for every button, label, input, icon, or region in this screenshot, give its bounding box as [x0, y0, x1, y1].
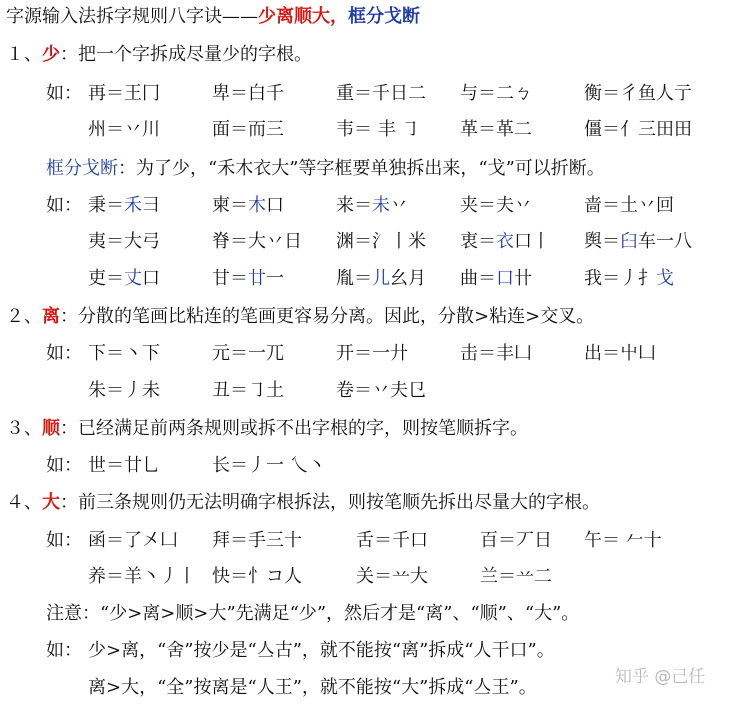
example-item: 夹＝夫丷: [460, 195, 532, 216]
example-label: 如：: [46, 83, 82, 104]
rule-number: ３、: [6, 418, 42, 439]
example-item: 重＝千日二: [336, 83, 426, 104]
example-row: [0, 562, 739, 592]
example-row: [0, 526, 739, 556]
example-item: 胤＝儿幺月: [336, 268, 426, 289]
example-sentence: 少>离，“舍”按少是“亼古”，就不能按“离”拆成“人干口”。: [88, 640, 555, 661]
example-row: [0, 264, 739, 294]
example-item: 脊＝大丷日: [212, 231, 302, 252]
rule-3: [6, 414, 528, 444]
example-item: 韦＝ 丰 ㇆: [336, 119, 420, 140]
example-item: 渊＝氵丨米: [336, 231, 426, 252]
example-item: 快＝忄コ人: [212, 566, 302, 587]
rule-1: [6, 40, 312, 70]
example-item: 秉＝禾彐: [88, 195, 160, 216]
example-label: 如：: [46, 530, 82, 551]
sub-rule: [46, 154, 605, 184]
highlight-radical: 衣: [496, 231, 514, 252]
note-line: 注意：“少>离>顺>大”先满足“少”，然后才是“离”、“顺”、“大”。: [46, 603, 580, 624]
example-item: 长＝丿一 乀丶: [212, 455, 326, 476]
highlight-radical: 儿: [372, 268, 390, 289]
example-item: 丑＝㇆土: [212, 380, 284, 401]
example-item: 元＝一兀: [212, 343, 284, 364]
example-item: 夷＝大弓: [88, 231, 160, 252]
example-row: [0, 115, 739, 145]
rule-key: 少: [42, 44, 60, 65]
example-label: 如：: [46, 455, 82, 476]
example-item: 僵＝亻三田田: [584, 119, 692, 140]
example-item: 衷＝衣口丨: [460, 231, 550, 252]
example-item: 世＝廿乚: [88, 455, 160, 476]
example-item: 舌＝千口: [356, 530, 428, 551]
title-emphasis-blue: 框分戈断: [348, 6, 420, 27]
rule-colon: ：: [60, 492, 78, 513]
example-item: 与＝二ㄅ: [460, 83, 532, 104]
example-item: 兰＝䒑二: [480, 566, 552, 587]
example-item: 卷＝丷夫㔾: [336, 380, 426, 401]
example-item: 革＝革二: [460, 119, 532, 140]
example-item: 州＝丷川: [88, 119, 160, 140]
example-label: 如：: [46, 343, 82, 364]
example-item: 朱＝丿未: [88, 380, 160, 401]
title-emphasis-red: 少离顺大，: [258, 6, 348, 27]
example-item: 午＝ 𠂉十: [584, 530, 662, 551]
example-sentence: 离>大，“全”按离是“人王”，就不能按“大”拆成“亼王”。: [88, 677, 537, 698]
example-label: 如：: [46, 195, 82, 216]
example-item: 柬＝木口: [212, 195, 284, 216]
page-title: [6, 2, 420, 32]
example-item: 击＝丰凵: [460, 343, 532, 364]
rule-text: 分散的笔画比粘连的笔画更容易分离。因此，分散>粘连>交叉。: [78, 306, 595, 327]
sub-rule-text: ：为了少，“禾木衣大”等字框要单独拆出来，“戈”可以折断。: [118, 158, 605, 179]
example-item: 出＝屮凵: [584, 343, 656, 364]
example-item: 舆＝臼车一八: [584, 231, 692, 252]
rule-key: 大: [42, 492, 60, 513]
example-item: 函＝了㐅凵: [88, 530, 178, 551]
rule-number: ４、: [6, 492, 42, 513]
rule-number: ２、: [6, 306, 42, 327]
rule-number: １、: [6, 44, 42, 65]
highlight-radical: 臼: [620, 231, 638, 252]
example-item: 拜＝手三十: [212, 530, 302, 551]
example-item: 面＝而三: [212, 119, 284, 140]
rule-text: 已经满足前两条规则或拆不出字根的字，则按笔顺拆字。: [78, 418, 528, 439]
example-item: 百＝丆日: [480, 530, 552, 551]
rule-key: 顺: [42, 418, 60, 439]
example-item: 我＝丿扌戈: [584, 268, 674, 289]
example-item: 下＝丶下: [88, 343, 160, 364]
rule-colon: ：: [60, 418, 78, 439]
rule-colon: ：: [60, 44, 78, 65]
example-label: 如：: [46, 640, 82, 661]
example-item: 来＝未丷: [336, 195, 408, 216]
example-item: 卑＝白千: [212, 83, 284, 104]
watermark: 知乎 @己任: [615, 667, 706, 687]
example-item: 曲＝口卄: [460, 268, 532, 289]
example-item: 开＝一廾: [336, 343, 408, 364]
rule-key: 离: [42, 306, 60, 327]
rule-text: 前三条规则仍无法明确字根拆法，则按笔顺先拆出尽量大的字根。: [78, 492, 600, 513]
highlight-radical: 木: [248, 195, 266, 216]
example-item: 衡＝彳鱼人亍: [584, 83, 692, 104]
example-item: 啬＝土丷回: [584, 195, 674, 216]
example-item: 养＝羊丶丿丨: [88, 566, 196, 587]
highlight-radical: 未: [372, 195, 390, 216]
rule-2: [6, 302, 594, 332]
highlight-radical: 丈: [124, 268, 142, 289]
example-row: [0, 227, 739, 257]
example-item: 再＝王冂: [88, 83, 160, 104]
highlight-radical: 廿: [248, 268, 266, 289]
example-row: [0, 451, 739, 481]
title-prefix: 字源输入法拆字规则八字诀——: [6, 6, 258, 27]
highlight-radical: 戈: [656, 268, 674, 289]
rule-colon: ：: [60, 306, 78, 327]
example-item: 关＝䒑大: [356, 566, 428, 587]
example-row: [0, 339, 739, 369]
sub-rule-label: 框分戈断: [46, 158, 118, 179]
example-row: [0, 79, 739, 109]
highlight-radical: 口: [496, 268, 514, 289]
rule-text: 把一个字拆成尽量少的字根。: [78, 44, 312, 65]
rule-4: [6, 488, 600, 518]
example-item: 吏＝丈口: [88, 268, 160, 289]
example-row: [0, 191, 739, 221]
example-row: [0, 376, 739, 406]
highlight-radical: 禾: [124, 195, 142, 216]
example-item: 甘＝廿一: [212, 268, 284, 289]
